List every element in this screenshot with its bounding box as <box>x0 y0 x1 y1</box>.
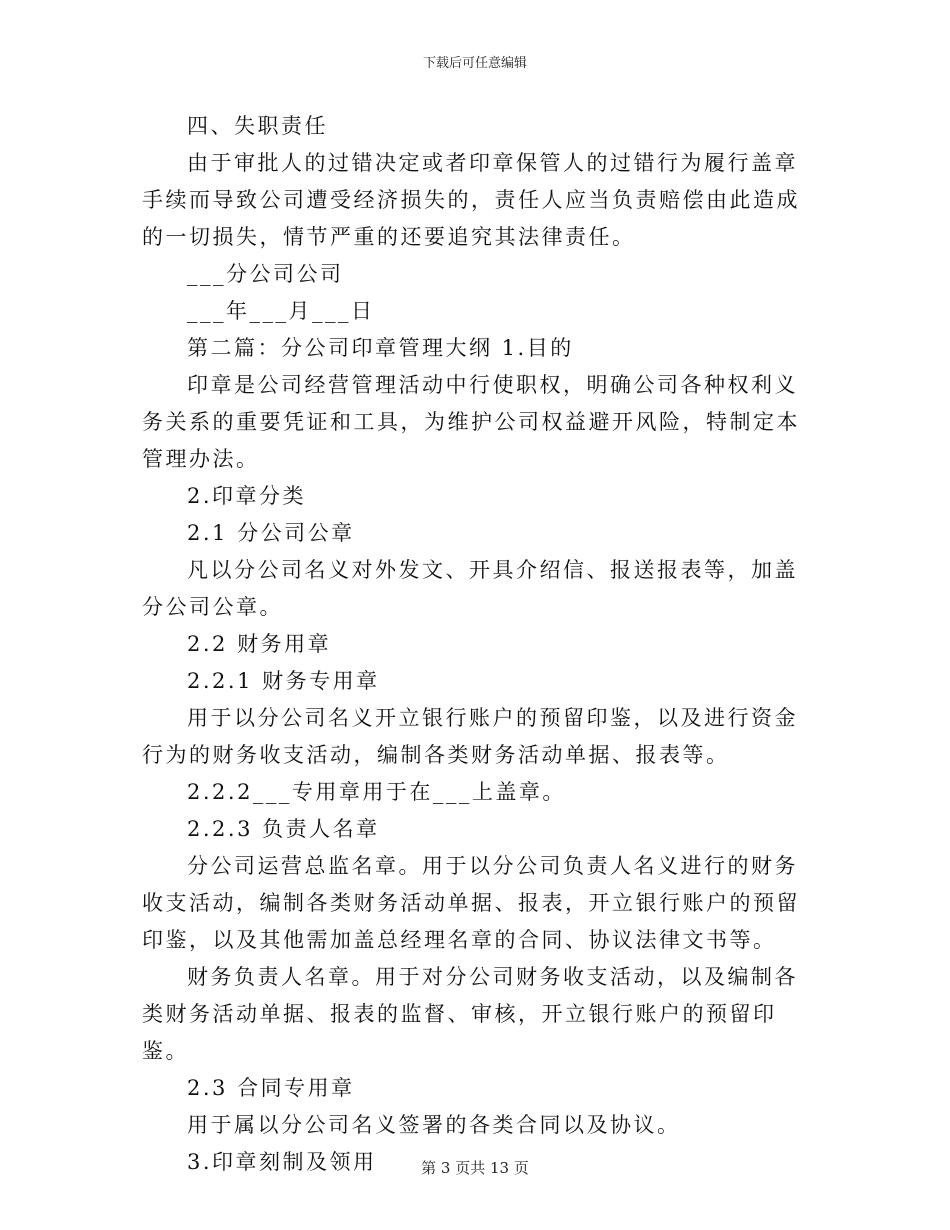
paragraph: 凡以分公司名义对外发文、开具介绍信、报送报表等，加盖分公司公章。 <box>142 558 798 619</box>
paragraph: 2.3 合同专用章 <box>187 1076 355 1100</box>
page-header: 下载后可任意编辑 <box>422 56 527 71</box>
document-body <box>142 108 812 1181</box>
paragraph: 四、失职责任 <box>187 114 328 138</box>
section-heading: 第二篇：分公司印章管理大纲 1.目的 <box>187 336 574 360</box>
page-footer: 第 3 页共 13 页 <box>421 1159 529 1177</box>
paragraph: 2.1 分公司公章 <box>187 521 355 545</box>
paragraph: 用于以分公司名义开立银行账户的预留印鉴，以及进行资金行为的财务收支活动，编制各类财务活动单据、报表等。 <box>142 706 798 767</box>
paragraph: 财务负责人名章。用于对分公司财务收支活动，以及编制各类财务活动单据、报表的监督、审核，开立银行账户的预留印鉴。 <box>142 965 798 1063</box>
paragraph: 分公司运营总监名章。用于以分公司负责人名义进行的财务收支活动，编制各类财务活动单据、报表，开立银行账户的预留印鉴，以及其他需加盖总经理名章的合同、协议法律文书等。 <box>142 854 800 952</box>
paragraph: 2.2.1 财务专用章 <box>187 669 380 693</box>
paragraph: ___分公司公司 <box>187 262 344 286</box>
paragraph: 2.2.2___专用章用于在___上盖章。 <box>187 780 566 804</box>
paragraph: 3.印章刻制及领用 <box>187 1150 377 1174</box>
paragraph: 2.印章分类 <box>187 484 307 508</box>
paragraph: ___年___月___日 <box>187 299 375 323</box>
paragraph: 由于审批人的过错决定或者印章保管人的过错行为履行盖章手续而导致公司遭受经济损失的，责任人应当负责赔偿由此造成的一切损失，情节严重的还要追究其法律责任。 <box>142 151 800 249</box>
paragraph: 2.2.3 负责人名章 <box>187 817 380 841</box>
paragraph: 印章是公司经营管理活动中行使职权，明确公司各种权利义务关系的重要凭证和工具，为维护公司权益避开风险，特制定本管理办法。 <box>142 373 800 471</box>
paragraph: 用于属以分公司名义签署的各类合同以及协议。 <box>187 1113 681 1137</box>
paragraph: 2.2 财务用章 <box>187 632 332 656</box>
